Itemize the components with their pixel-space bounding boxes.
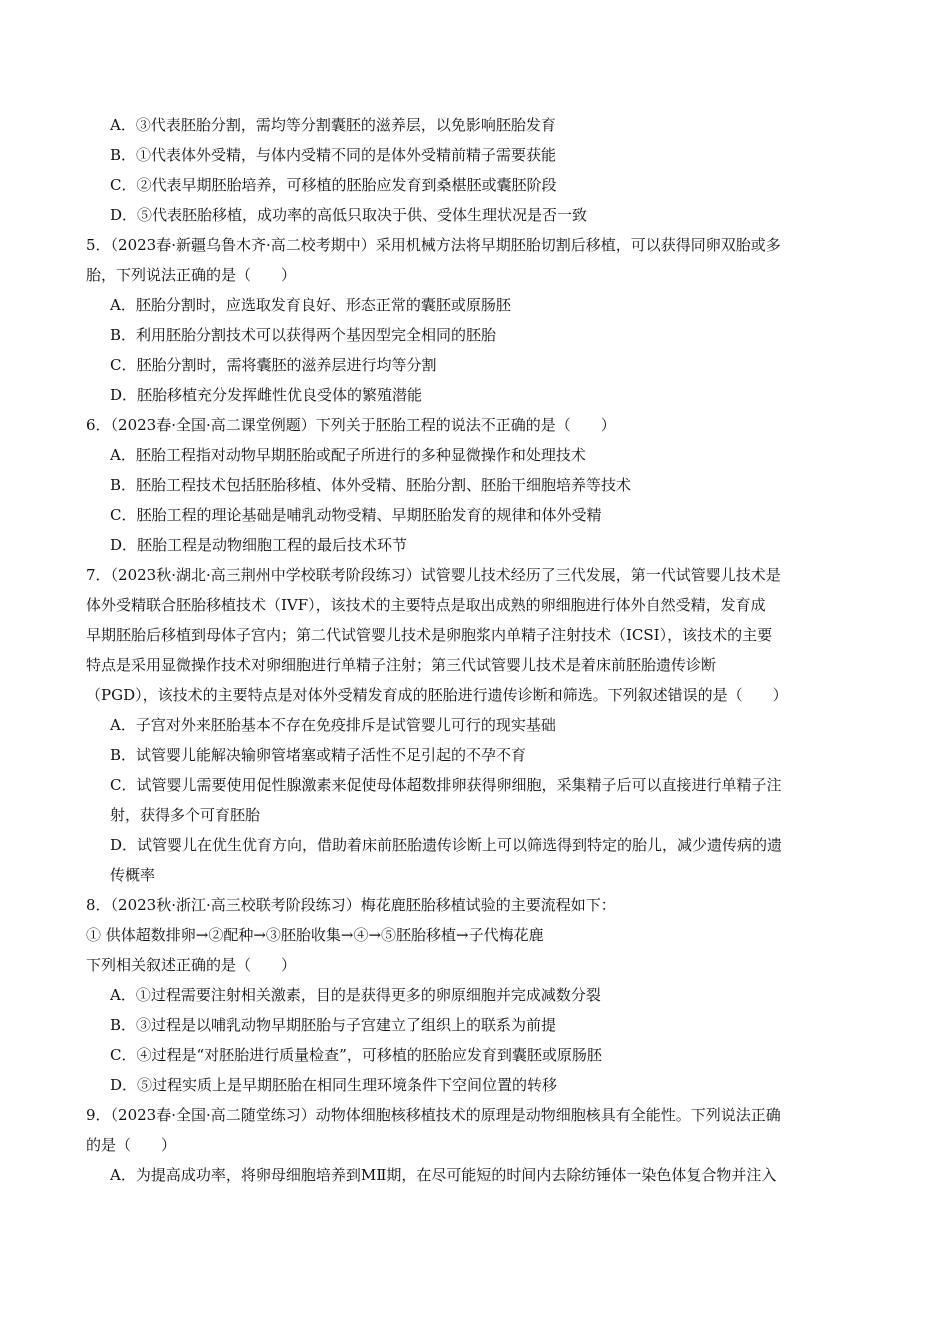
answer-option-line: B．胚胎工程技术包括胚胎移植、体外受精、胚胎分割、胚胎干细胞培养等技术 <box>110 476 632 494</box>
question-content <box>86 110 866 1190</box>
option-continuation-line: 射，获得多个可育胚胎 <box>110 806 261 824</box>
answer-option-line: C．胚胎分割时，需将囊胚的滋养层进行均等分割 <box>110 356 437 374</box>
answer-option-line: B．①代表体外受精，与体内受精不同的是体外受精前精子需要获能 <box>110 146 557 164</box>
question-text-line: 8．（2023秋·浙江·高三校联考阶段练习）梅花鹿胚胎移植试验的主要流程如下： <box>86 896 616 914</box>
answer-option-line: A．胚胎工程指对动物早期胚胎或配子所进行的多种显微操作和处理技术 <box>110 446 586 464</box>
answer-option-line: C．④过程是“对胚胎进行质量检查”，可移植的胚胎应发育到囊胚或原肠胚 <box>110 1046 602 1064</box>
question-text-line: 胎，下列说法正确的是（ ） <box>86 266 297 284</box>
answer-option-line: B．③过程是以哺乳动物早期胚胎与子宫建立了组织上的联系为前提 <box>110 1016 557 1034</box>
answer-option-line: B．试管婴儿能解决输卵管堵塞或精子活性不足引起的不孕不育 <box>110 746 527 764</box>
question-text-line: （PGD），该技术的主要特点是对体外受精发育成的胚胎进行遗传诊断和筛选。下列叙述错误的是（ ） <box>86 686 788 704</box>
answer-option-line: D．⑤过程实质上是早期胚胎在相同生理环境条件下空间位置的转移 <box>110 1076 558 1094</box>
question-text-line: ① 供体超数排卵→②配种→③胚胎收集→④→⑤胚胎移植→子代梅花鹿 <box>86 926 544 944</box>
question-text-line: 7．（2023秋·湖北·高三荆州中学校联考阶段练习）试管婴儿技术经历了三代发展，第一代试管婴儿技术是 <box>86 566 781 584</box>
answer-option-line: D．试管婴儿在优生优育方向，借助着床前胚胎遗传诊断上可以筛选得到特定的胎儿，减少遗传病的遗 <box>110 836 783 854</box>
answer-option-line: A．为提高成功率，将卵母细胞培养到MⅡ期，在尽可能短的时间内去除纺锤体一染色体复合物并注入 <box>110 1166 777 1184</box>
answer-option-line: D．胚胎工程是动物细胞工程的最后技术环节 <box>110 536 408 554</box>
question-text-line: 体外受精联合胚胎移植技术（IVF），该技术的主要特点是取出成熟的卵细胞进行体外自然受精，发育成 <box>86 596 766 614</box>
question-text-line: 9．（2023春·全国·高二随堂练习）动物体细胞核移植技术的原理是动物细胞核具有全能性。下列说法正确 <box>86 1106 781 1124</box>
question-text-line: 的是（ ） <box>86 1136 177 1154</box>
question-text-line: 下列相关叙述正确的是（ ） <box>86 956 297 974</box>
question-text-line: 早期胚胎后移植到母体子宫内；第二代试管婴儿技术是卵胞浆内单精子注射技术（ICSI），该技术的主要 <box>86 626 773 644</box>
answer-option-line: D．胚胎移植充分发挥雌性优良受体的繁殖潜能 <box>110 386 423 404</box>
answer-option-line: A．胚胎分割时，应选取发育良好、形态正常的囊胚或原肠胚 <box>110 296 511 314</box>
option-continuation-line: 传概率 <box>110 866 156 884</box>
answer-option-line: C．试管婴儿需要使用促性腺激素来促使母体超数排卵获得卵细胞，采集精子后可以直接进行单精子注 <box>110 776 782 794</box>
question-text-line: 6．（2023春·全国·高二课堂例题）下列关于胚胎工程的说法不正确的是（ ） <box>86 416 616 434</box>
question-text-line: 5．（2023春·新疆乌鲁木齐·高二校考期中）采用机械方法将早期胚胎切割后移植，可以获得同卵双胎或多 <box>86 236 781 254</box>
answer-option-line: B．利用胚胎分割技术可以获得两个基因型完全相同的胚胎 <box>110 326 497 344</box>
answer-option-line: C．②代表早期胚胎培养，可移植的胚胎应发育到桑椹胚或囊胚阶段 <box>110 176 557 194</box>
answer-option-line: A．①过程需要注射相关激素，目的是获得更多的卵原细胞并完成减数分裂 <box>110 986 601 1004</box>
answer-option-line: C．胚胎工程的理论基础是哺乳动物受精、早期胚胎发育的规律和体外受精 <box>110 506 602 524</box>
answer-option-line: A．③代表胚胎分割，需均等分割囊胚的滋养层，以免影响胚胎发育 <box>110 116 556 134</box>
answer-option-line: A．子宫对外来胚胎基本不存在免疫排斥是试管婴儿可行的现实基础 <box>110 716 556 734</box>
answer-option-line: D．⑤代表胚胎移植，成功率的高低只取决于供、受体生理状况是否一致 <box>110 206 588 224</box>
question-text-line: 特点是采用显微操作技术对卵细胞进行单精子注射；第三代试管婴儿技术是着床前胚胎遗传诊断 <box>86 656 717 674</box>
